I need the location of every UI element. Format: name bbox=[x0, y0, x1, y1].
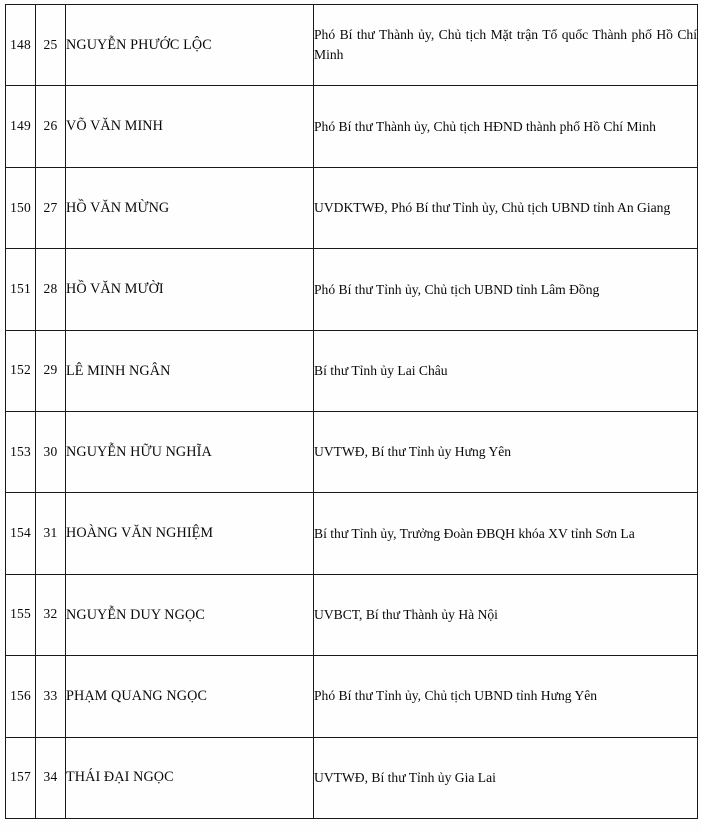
cell-sequence-number: 155 bbox=[6, 574, 36, 655]
cell-position-title: UVTWĐ, Bí thư Tỉnh ủy Gia Lai bbox=[314, 737, 698, 818]
cell-sequence-number: 153 bbox=[6, 411, 36, 492]
cell-position-title: Phó Bí thư Tỉnh ủy, Chủ tịch UBND tỉnh Hưng Yên bbox=[314, 656, 698, 737]
cell-group-number: 33 bbox=[36, 656, 66, 737]
roster-table bbox=[5, 4, 698, 819]
cell-person-name: THÁI ĐẠI NGỌC bbox=[66, 737, 314, 818]
table-row bbox=[6, 86, 698, 167]
cell-person-name: NGUYỄN DUY NGỌC bbox=[66, 574, 314, 655]
table-row bbox=[6, 411, 698, 492]
cell-sequence-number: 152 bbox=[6, 330, 36, 411]
roster-table-body bbox=[6, 5, 698, 819]
cell-position-title: UVDKTWĐ, Phó Bí thư Tỉnh ủy, Chủ tịch UBND tỉnh An Giang bbox=[314, 167, 698, 248]
cell-sequence-number: 150 bbox=[6, 167, 36, 248]
cell-person-name: HỒ VĂN MỪNG bbox=[66, 167, 314, 248]
cell-group-number: 32 bbox=[36, 574, 66, 655]
table-row bbox=[6, 656, 698, 737]
cell-group-number: 34 bbox=[36, 737, 66, 818]
cell-group-number: 27 bbox=[36, 167, 66, 248]
cell-position-title: Phó Bí thư Tỉnh ủy, Chủ tịch UBND tỉnh Lâm Đồng bbox=[314, 249, 698, 330]
cell-group-number: 28 bbox=[36, 249, 66, 330]
cell-sequence-number: 149 bbox=[6, 86, 36, 167]
cell-group-number: 26 bbox=[36, 86, 66, 167]
table-row bbox=[6, 330, 698, 411]
cell-group-number: 31 bbox=[36, 493, 66, 574]
cell-position-title: UVTWĐ, Bí thư Tỉnh ủy Hưng Yên bbox=[314, 411, 698, 492]
cell-person-name: PHẠM QUANG NGỌC bbox=[66, 656, 314, 737]
table-row bbox=[6, 5, 698, 86]
cell-sequence-number: 156 bbox=[6, 656, 36, 737]
table-row bbox=[6, 574, 698, 655]
cell-sequence-number: 154 bbox=[6, 493, 36, 574]
table-row bbox=[6, 737, 698, 818]
cell-position-title: Bí thư Tỉnh ủy, Trưởng Đoàn ĐBQH khóa XV tỉnh Sơn La bbox=[314, 493, 698, 574]
table-row bbox=[6, 249, 698, 330]
cell-group-number: 30 bbox=[36, 411, 66, 492]
cell-position-title: UVBCT, Bí thư Thành ủy Hà Nội bbox=[314, 574, 698, 655]
cell-sequence-number: 157 bbox=[6, 737, 36, 818]
cell-person-name: LÊ MINH NGÂN bbox=[66, 330, 314, 411]
cell-person-name: NGUYỄN HỮU NGHĨA bbox=[66, 411, 314, 492]
cell-person-name: HOÀNG VĂN NGHIỆM bbox=[66, 493, 314, 574]
cell-sequence-number: 148 bbox=[6, 5, 36, 86]
table-row bbox=[6, 493, 698, 574]
table-row bbox=[6, 167, 698, 248]
cell-person-name: NGUYỄN PHƯỚC LỘC bbox=[66, 5, 314, 86]
cell-position-title: Phó Bí thư Thành ủy, Chủ tịch Mặt trận Tổ quốc Thành phố Hồ Chí Minh bbox=[314, 5, 698, 86]
cell-group-number: 29 bbox=[36, 330, 66, 411]
cell-person-name: VÕ VĂN MINH bbox=[66, 86, 314, 167]
cell-position-title: Phó Bí thư Thành ủy, Chủ tịch HĐND thành phố Hồ Chí Minh bbox=[314, 86, 698, 167]
cell-position-title: Bí thư Tỉnh ủy Lai Châu bbox=[314, 330, 698, 411]
cell-person-name: HỒ VĂN MƯỜI bbox=[66, 249, 314, 330]
cell-group-number: 25 bbox=[36, 5, 66, 86]
cell-sequence-number: 151 bbox=[6, 249, 36, 330]
